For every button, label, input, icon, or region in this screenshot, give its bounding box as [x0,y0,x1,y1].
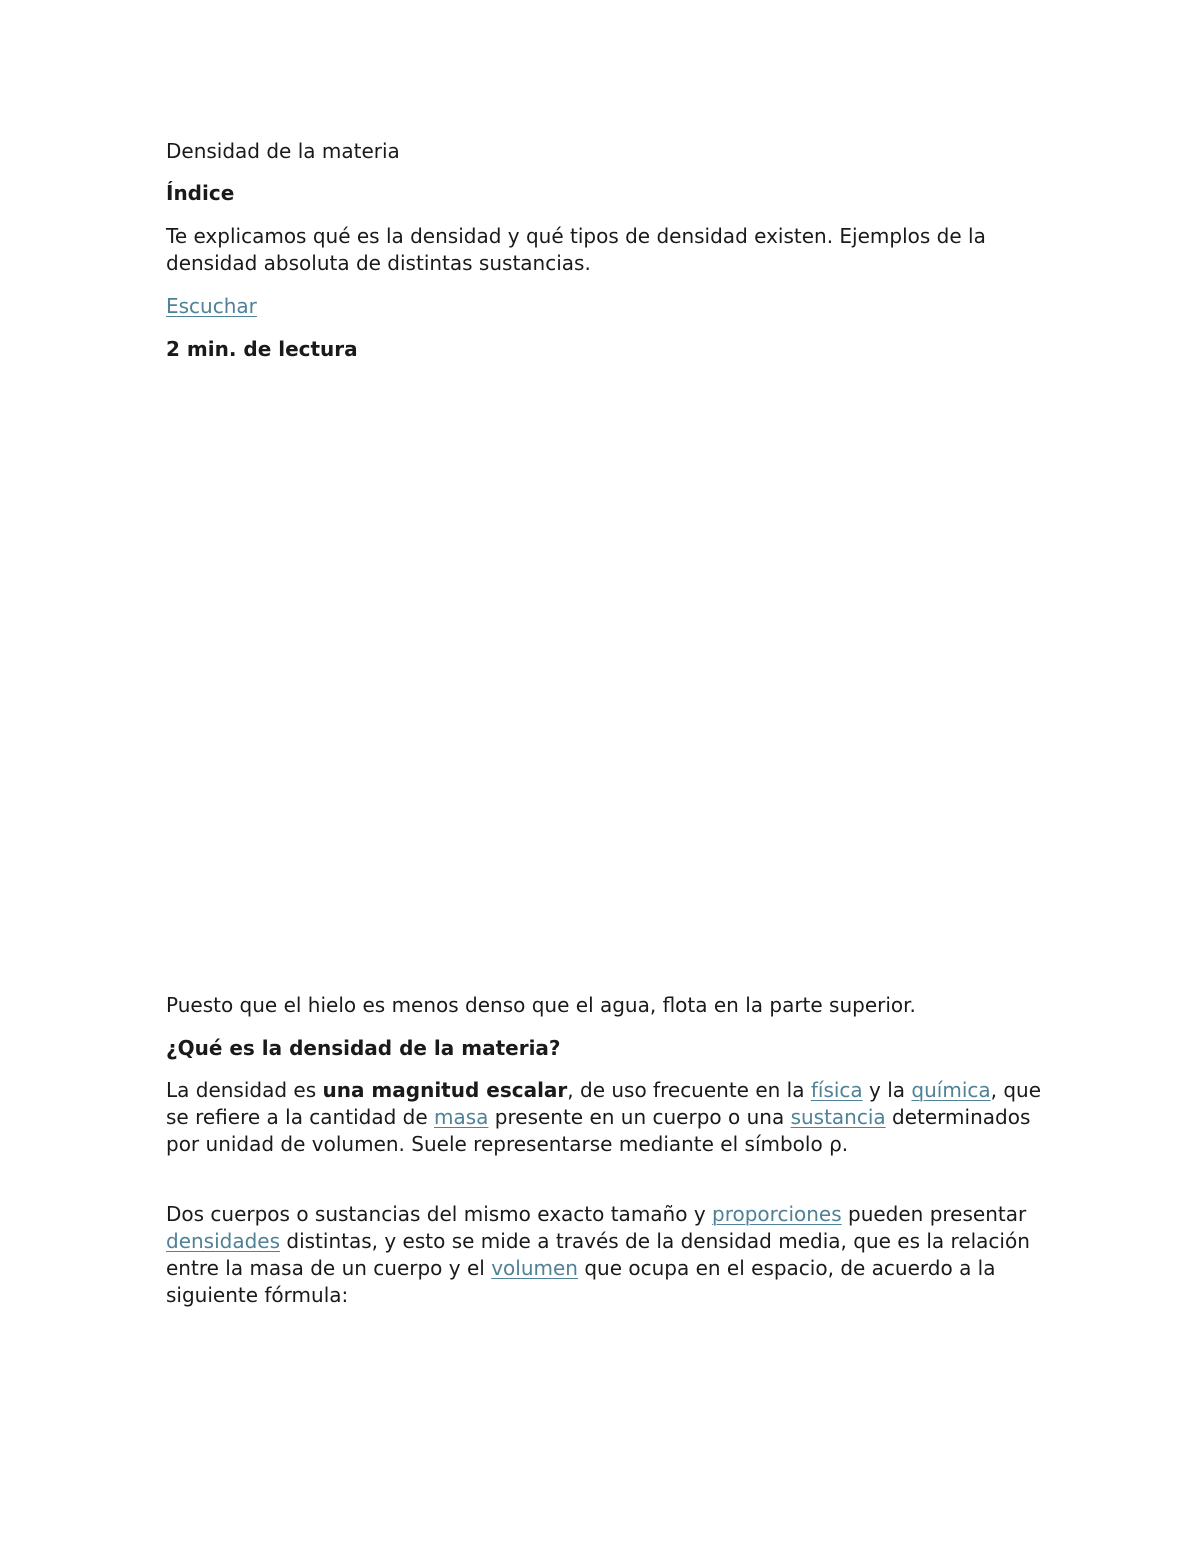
p1-text-f: determinados por unidad de volumen. Suele representarse mediante el símbolo ρ. [166,1105,1031,1156]
document-title: Densidad de la materia [166,139,400,163]
p1-text-b: , de uso frecuente en la [567,1078,811,1102]
definition-paragraph [166,1077,1046,1158]
p1-text-e: presente en un cuerpo o una [488,1105,791,1129]
listen-link[interactable]: Escuchar [166,294,257,318]
p1-text-a: La densidad es [166,1078,323,1102]
p2-text-a: Dos cuerpos o sustancias del mismo exacto tamaño y [166,1202,713,1226]
link-masa[interactable]: masa [434,1105,489,1129]
reading-time: 2 min. de lectura [166,337,358,361]
p1-text-c: y la [862,1078,912,1102]
p2-text-b: pueden presentar [841,1202,1027,1226]
link-volumen[interactable]: volumen [491,1256,578,1280]
section-heading: ¿Qué es la densidad de la materia? [166,1036,561,1060]
p2-text-c: distintas, y esto se mide a través de la densidad media, que es la relación entre la masa de un cuerpo y el [166,1229,1030,1280]
index-heading: Índice [166,181,235,205]
link-quimica[interactable]: química [911,1078,991,1102]
link-proporciones[interactable]: proporciones [712,1202,842,1226]
link-densidades[interactable]: densidades [166,1229,281,1253]
p1-emphasis: una magnitud escalar [322,1078,568,1102]
article-image-placeholder [166,385,1036,975]
link-fisica[interactable]: física [810,1078,863,1102]
image-caption: Puesto que el hielo es menos denso que el agua, flota en la parte superior. [166,993,916,1017]
link-sustancia[interactable]: sustancia [790,1105,886,1129]
listen-row [166,293,1046,320]
p1-text-d: , que se refiere a la cantidad de [166,1078,1042,1129]
p2-text-d: que ocupa en el espacio, de acuerdo a la siguiente fórmula: [166,1256,996,1307]
density-paragraph [166,1201,1046,1309]
intro-paragraph: Te explicamos qué es la densidad y qué tipos de densidad existen. Ejemplos de la densidad absoluta de distintas sustancias. [166,224,986,275]
